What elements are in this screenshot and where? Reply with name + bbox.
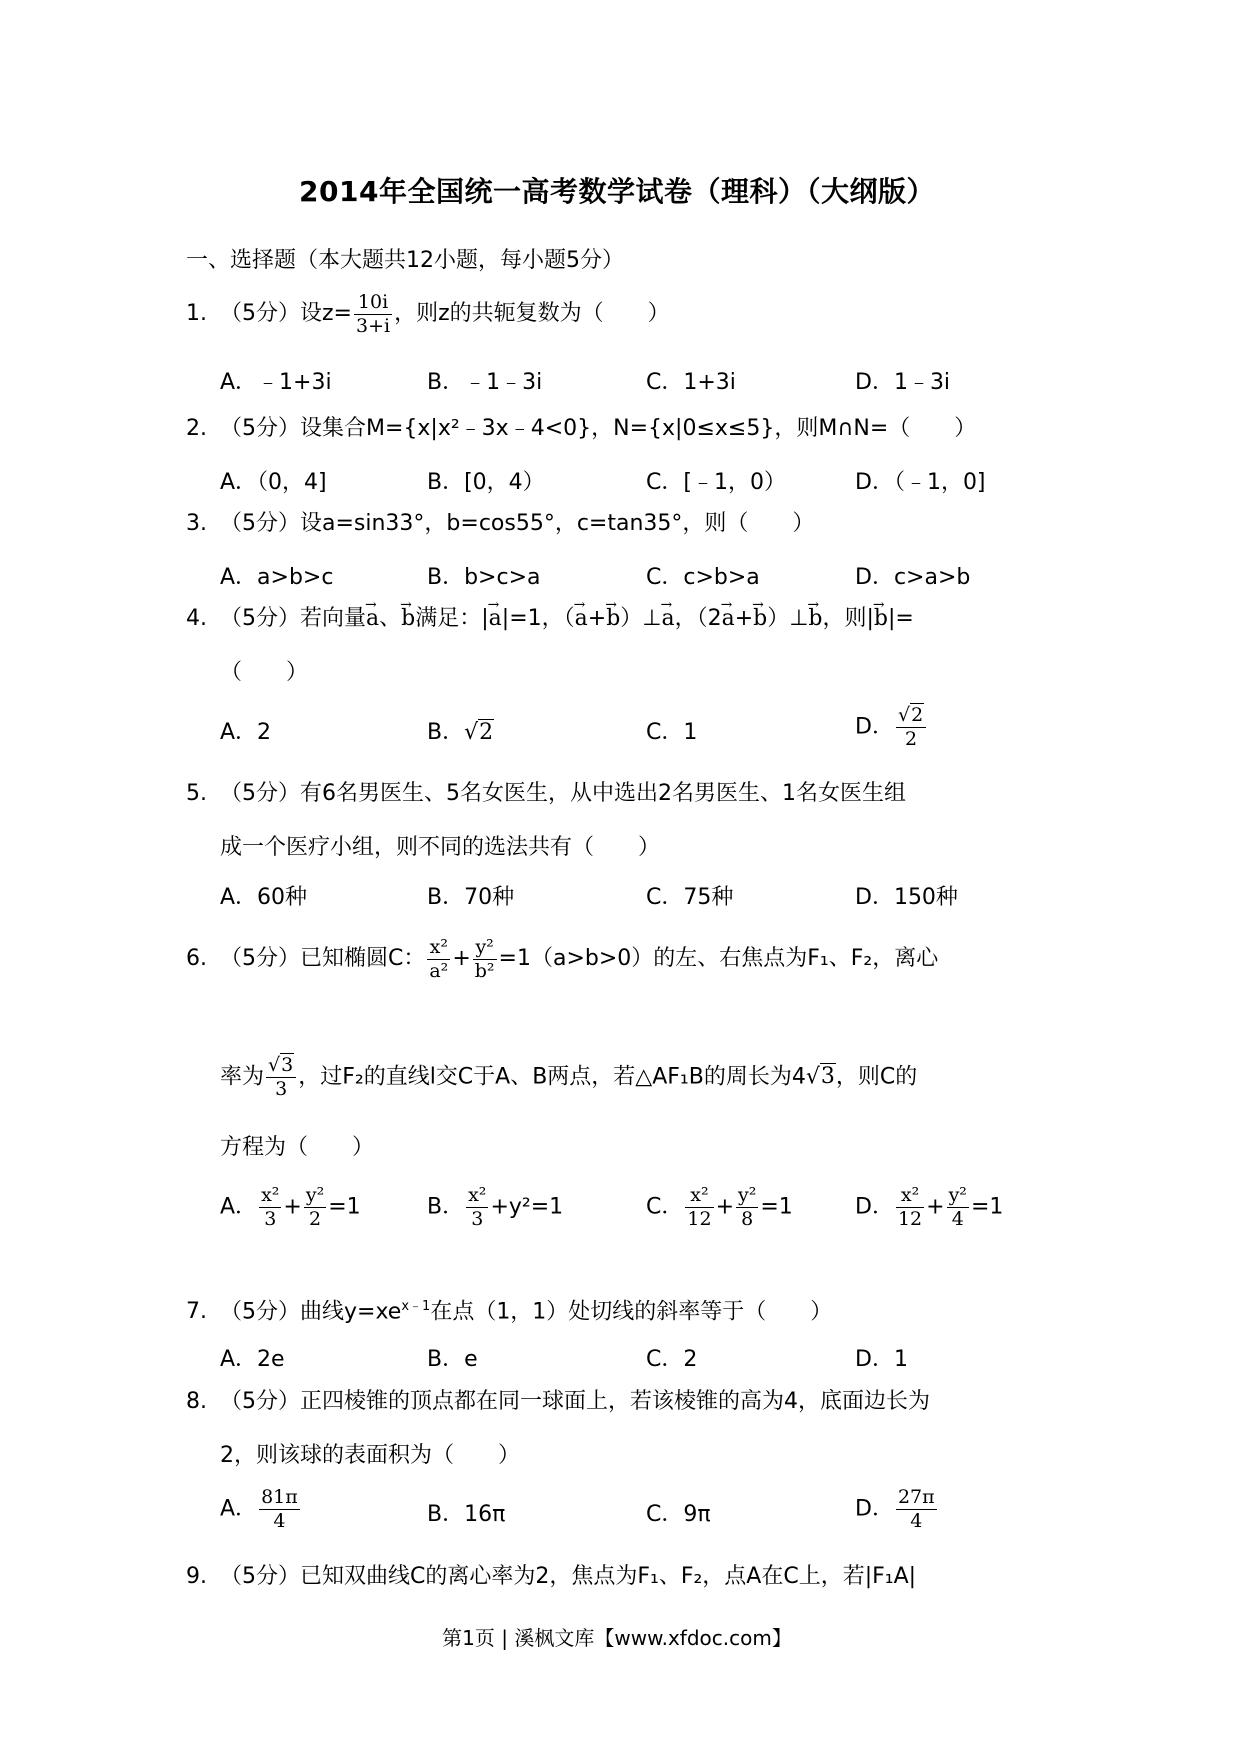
option-d: D．（﹣1，0]	[855, 470, 986, 495]
question-8: 8. （5分）正四棱锥的顶点都在同一球面上，若该棱锥的高为4，底面边长为	[186, 1389, 930, 1414]
question-5-cont: 成一个医疗小组，则不同的选法共有（ ）	[220, 835, 661, 860]
page-title: 2014年全国统一高考数学试卷（理科）（大纲版）	[299, 175, 935, 208]
question-2: 2. （5分）设集合M={x|x²﹣3x﹣4<0}，N={x|0≤x≤5}，则M∩N=（ ）	[186, 416, 977, 441]
question-4-cont: （ ）	[220, 660, 309, 685]
option-b: B．b>c>a	[427, 565, 541, 590]
option-a: A．60种	[220, 885, 308, 910]
question-6-cont2: 方程为（ ）	[220, 1135, 375, 1160]
option-c: C．9π	[646, 1502, 711, 1527]
option-d: D．c>a>b	[855, 565, 971, 590]
option-a: A．2	[220, 720, 272, 745]
option-d: D． $\frac{\text{x²}}{12}$ + $\frac{\text{y²}}{4}$ =1	[855, 1184, 1004, 1230]
option-c: C．[﹣1，0）	[646, 470, 786, 495]
option-a: A． $\frac{81\pi}{4}$	[220, 1486, 298, 1532]
page-footer: 第1页 | 溪枫文库【www.xfdoc.com】	[442, 1626, 792, 1650]
option-a: A．a>b>c	[220, 565, 334, 590]
option-b: B．﹣1﹣3i	[427, 370, 543, 395]
question-9: 9. （5分）已知双曲线C的离心率为2，焦点为F₁、F₂，点A在C上，若|F₁A|	[186, 1564, 917, 1589]
option-b: B．e	[427, 1347, 478, 1372]
option-c: C．1	[646, 720, 698, 745]
option-b: B．70种	[427, 885, 515, 910]
question-8-cont: 2，则该球的表面积为（ ）	[220, 1443, 520, 1468]
option-b: B．[0，4）	[427, 470, 545, 495]
section-heading: 一、选择题（本大题共12小题，每小题5分）	[186, 248, 624, 273]
question-4: 4. （5分）若向量→ a、→ b满足：|→ a|=1，（→ a+→ b）⊥→ a，（2→ a+→ b）⊥→ b，则|→ b|=	[186, 595, 914, 643]
question-6-cont: 率为 $\frac{√3}{3}$ ，过F₂的直线l交C于A、B两点，若△AF₁B的周长为4√3，则C的	[220, 1054, 918, 1100]
option-b: B．√2	[427, 720, 494, 745]
option-b: B．16π	[427, 1502, 506, 1527]
question-6: 6. （5分）已知椭圆C： $\frac{\text{x²}}{\text{a²}}$ + $\frac{\text{y²}}{\text{b²}}$ =1（a>b>0）的左、右焦点为F₁、F₂，离心	[186, 935, 939, 982]
question-5: 5. （5分）有6名男医生、5名女医生，从中选出2名男医生、1名女医生组	[186, 781, 906, 806]
question-1: 1. （5分）设z= $\frac{10i}{3+i}$ ，则z的共轭复数为（ ）	[186, 290, 670, 337]
option-b: B． $\frac{\text{x²}}{3}$ +y²=1	[427, 1184, 564, 1230]
option-a: A． $\frac{\text{x²}}{3}$ + $\frac{\text{y²}}{2}$ =1	[220, 1184, 361, 1230]
option-a: A．（0，4]	[220, 470, 327, 495]
option-a: A．﹣1+3i	[220, 370, 332, 395]
option-c: C．2	[646, 1347, 698, 1372]
option-c: C．1+3i	[646, 370, 736, 395]
option-c: C．c>b>a	[646, 565, 760, 590]
option-d: D．150种	[855, 885, 958, 910]
option-a: A．2e	[220, 1347, 285, 1372]
option-c: C． $\frac{\text{x²}}{12}$ + $\frac{\text{y²}}{8}$ =1	[646, 1184, 793, 1230]
vector-a: → a	[366, 595, 379, 643]
option-d: D． $\frac{27\pi}{4}$	[855, 1486, 935, 1532]
option-d: D． $\frac{√2}{2}$	[855, 705, 928, 750]
option-d: D．1﹣3i	[855, 370, 951, 395]
vector-b: → b	[401, 595, 415, 643]
question-7: 7. （5分）曲线$y=xe^{x﹣1}$在点（1，1）处切线的斜率等于（ ）	[186, 1299, 833, 1325]
fraction: $\frac{10i}{3+i}$	[355, 290, 391, 337]
option-d: D．1	[855, 1347, 908, 1372]
question-3: 3. （5分）设a=sin33°，b=cos55°，c=tan35°，则（ ）	[186, 511, 815, 536]
option-c: C．75种	[646, 885, 734, 910]
